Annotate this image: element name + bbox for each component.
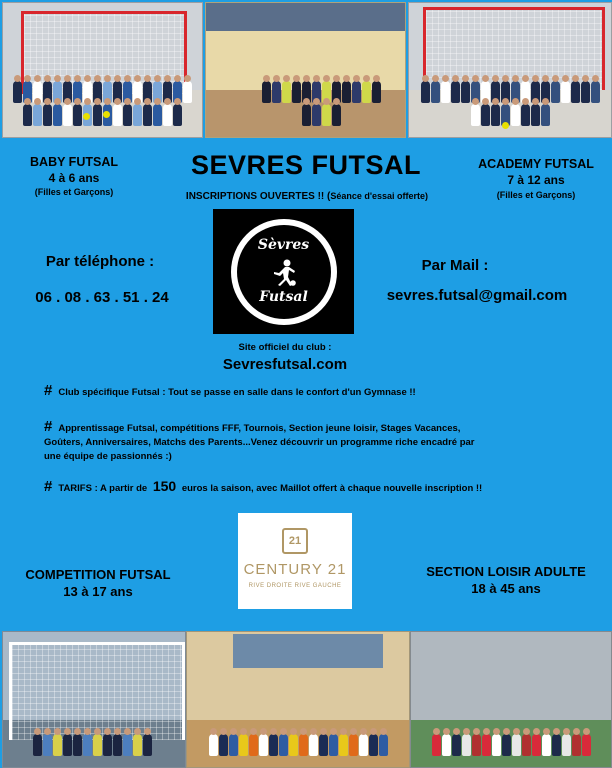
person-figure (43, 104, 52, 126)
bullet-text-line1: Apprentissage Futsal, compétitions FFF, Tournois, Section jeune loisir, Stages Vacances, (58, 423, 461, 434)
baby-futsal-gender: (Filles et Garçons) (34, 187, 114, 197)
bullet-club-specific (44, 384, 594, 400)
person-figure (531, 104, 540, 126)
person-figure (332, 104, 341, 126)
person-figure (53, 734, 62, 756)
tarifs-price: 150 (152, 478, 177, 494)
person-figure (133, 734, 142, 756)
person-figure (372, 81, 381, 103)
person-figure (522, 734, 531, 756)
person-figure (33, 104, 42, 126)
person-figure (582, 734, 591, 756)
person-figure (571, 81, 580, 103)
person-figure (421, 81, 430, 103)
hash-icon: # (44, 418, 53, 435)
person-figure (472, 734, 481, 756)
person-figure (302, 104, 311, 126)
bullet-program (44, 420, 594, 464)
registration-open (137, 191, 477, 202)
person-figure (492, 734, 501, 756)
person-figure (309, 734, 318, 756)
academy-futsal-ages: 7 à 12 ans (507, 173, 565, 187)
phone-label: Par téléphone : (45, 253, 155, 270)
person-figure (342, 81, 351, 103)
person-figure (359, 734, 368, 756)
person-figure (282, 81, 291, 103)
person-figure (279, 734, 288, 756)
person-figure (542, 734, 551, 756)
phone-number[interactable]: 06 . 08 . 63 . 51 . 24 (35, 289, 169, 306)
trial-session-text: Séance d'essai offerte) (330, 191, 429, 201)
person-figure (123, 734, 132, 756)
person-figure (33, 734, 42, 756)
person-figure (572, 734, 581, 756)
person-figure (352, 81, 361, 103)
person-figure (441, 81, 450, 103)
bullet-text: Club spécifique Futsal : Tout se passe en salle dans le confort d'un Gymnase !! (58, 387, 416, 398)
photo-academy-team (408, 2, 612, 138)
person-figure (209, 734, 218, 756)
person-figure (239, 734, 248, 756)
person-figure (349, 734, 358, 756)
person-figure (173, 104, 182, 126)
competition-futsal-ages: 13 à 17 ans (63, 584, 133, 599)
bullet-text-line2: Goûters, Anniversaires, Matchs des Parents...Venez découvrir un programme riche encadré par (44, 437, 475, 448)
hash-icon: # (44, 382, 53, 399)
sponsor-tagline: RIVE DROITE RIVE GAUCHE (248, 583, 342, 589)
person-figure (591, 81, 600, 103)
person-figure (551, 81, 560, 103)
person-figure (299, 734, 308, 756)
person-figure (272, 81, 281, 103)
page-title: SEVRES FUTSAL (190, 150, 422, 180)
baby-futsal-title: BABY FUTSAL (30, 155, 118, 169)
person-figure (269, 734, 278, 756)
person-figure (143, 104, 152, 126)
person-figure (521, 104, 530, 126)
person-figure (432, 734, 441, 756)
person-figure (481, 104, 490, 126)
person-figure (113, 104, 122, 126)
person-figure (123, 104, 132, 126)
logo-text-futsal: Futsal (259, 289, 308, 305)
person-figure (13, 81, 22, 103)
person-figure (219, 734, 228, 756)
person-figure (319, 734, 328, 756)
person-figure (63, 734, 72, 756)
person-figure (379, 734, 388, 756)
person-figure (431, 81, 440, 103)
person-figure (83, 734, 92, 756)
person-figure (512, 734, 521, 756)
bullet-tarifs (44, 479, 594, 496)
person-figure (183, 81, 192, 103)
photo-adult-group (410, 631, 612, 768)
site-url[interactable]: Sevresfutsal.com (222, 356, 348, 373)
person-figure (73, 104, 82, 126)
person-figure (43, 734, 52, 756)
person-figure (262, 81, 271, 103)
person-figure (93, 104, 102, 126)
loisir-adulte-ages: 18 à 45 ans (471, 581, 541, 596)
person-figure (23, 104, 32, 126)
person-figure (461, 81, 470, 103)
baby-futsal-ages: 4 à 6 ans (48, 171, 100, 185)
person-figure (103, 734, 112, 756)
hash-icon: # (44, 478, 53, 495)
person-figure (452, 734, 461, 756)
century21-sponsor-logo (238, 513, 352, 609)
person-figure (362, 81, 371, 103)
person-figure (471, 104, 480, 126)
competition-futsal-title: COMPETITION FUTSAL (25, 567, 171, 582)
player-silhouette-icon (271, 259, 297, 287)
person-figure (153, 104, 162, 126)
academy-futsal-gender: (Filles et Garçons) (496, 190, 576, 200)
person-figure (451, 81, 460, 103)
photo-gym-group (205, 2, 406, 138)
academy-futsal-title: ACADEMY FUTSAL (478, 157, 594, 171)
person-figure (339, 734, 348, 756)
person-figure (442, 734, 451, 756)
person-figure (229, 734, 238, 756)
person-figure (322, 104, 331, 126)
registration-text: INSCRIPTIONS OUVERTES !! ( (185, 191, 331, 202)
person-figure (502, 734, 511, 756)
person-figure (511, 104, 520, 126)
person-figure (163, 104, 172, 126)
tarifs-text-end: euros la saison, avec Maillot offert à chaque nouvelle inscription !! (181, 483, 483, 494)
tarifs-text: TARIFS : A partir de (58, 483, 148, 494)
person-figure (562, 734, 571, 756)
person-figure (249, 734, 258, 756)
person-figure (491, 104, 500, 126)
person-figure (292, 81, 301, 103)
site-label: Site officiel du club : (238, 342, 332, 353)
person-figure (482, 734, 491, 756)
century21-mark-icon: 21 (282, 528, 308, 554)
person-figure (113, 734, 122, 756)
person-figure (581, 81, 590, 103)
person-figure (532, 734, 541, 756)
person-figure (289, 734, 298, 756)
sponsor-name: CENTURY 21 (243, 561, 347, 578)
person-figure (369, 734, 378, 756)
person-figure (143, 734, 152, 756)
bullet-text-line3: une équipe de passionnés :) (44, 451, 172, 462)
logo-text-sevres: Sèvres (257, 237, 310, 253)
photo-competition-team (2, 631, 186, 768)
person-figure (552, 734, 561, 756)
person-figure (329, 734, 338, 756)
person-figure (462, 734, 471, 756)
person-figure (541, 104, 550, 126)
mail-label: Par Mail : (421, 257, 489, 274)
person-figure (312, 104, 321, 126)
mail-address[interactable]: sevres.futsal@gmail.com (386, 287, 568, 304)
person-figure (133, 104, 142, 126)
person-figure (93, 734, 102, 756)
person-figure (73, 734, 82, 756)
person-figure (561, 81, 570, 103)
photo-baby-team (2, 2, 203, 138)
loisir-adulte-title: SECTION LOISIR ADULTE (426, 564, 586, 579)
club-logo (213, 209, 354, 334)
photo-gym-match (186, 631, 410, 768)
person-figure (53, 104, 62, 126)
person-figure (63, 104, 72, 126)
person-figure (259, 734, 268, 756)
